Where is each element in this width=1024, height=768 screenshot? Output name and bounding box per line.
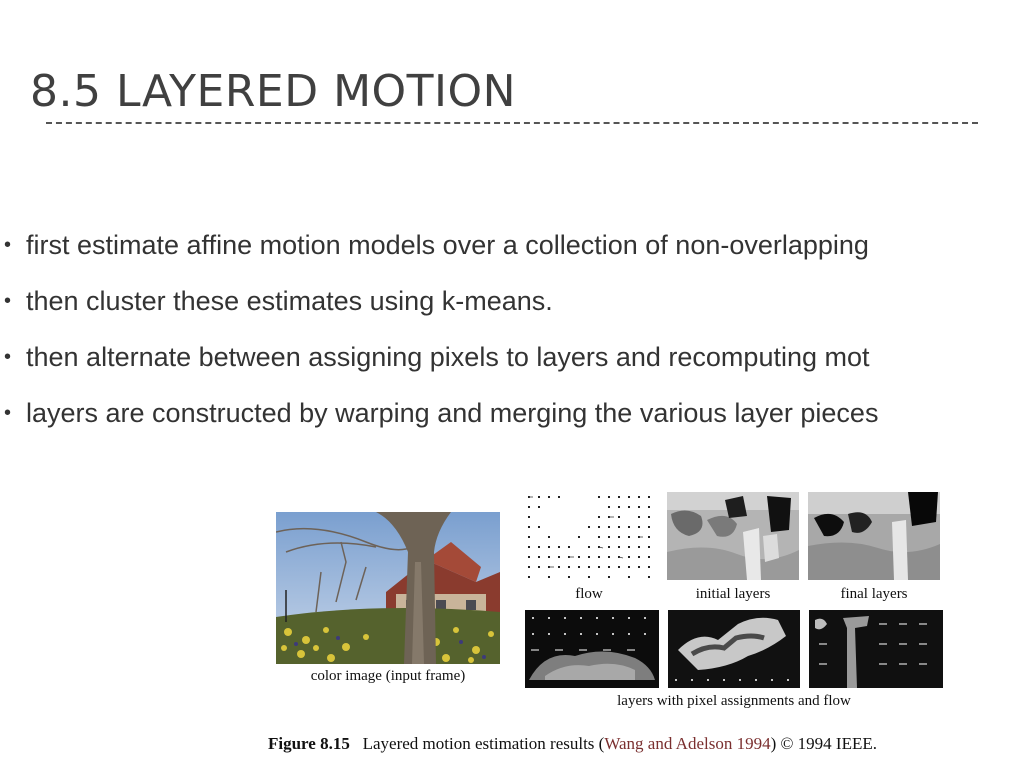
final-layers-image: [808, 492, 940, 580]
initial-layers-label: initial layers: [695, 586, 771, 602]
figure-caption-suffix: ) © 1994 IEEE.: [770, 734, 877, 753]
bullet-text: first estimate affine motion models over a collection of non-overlapping: [26, 230, 869, 260]
color-image-label: color image (input frame): [310, 668, 466, 684]
figure-number: Figure 8.15: [268, 734, 350, 753]
bullet-text: layers are constructed by warping and merging the various layer pieces: [26, 398, 879, 428]
flow-image: [524, 492, 654, 580]
initial-layers-image: [667, 492, 799, 580]
bullet-icon: •: [4, 290, 12, 312]
layer-3-assignment-image: [809, 610, 943, 688]
bullet-item: [4, 227, 1024, 263]
final-layers-label: final layers: [840, 586, 908, 602]
bullet-icon: •: [4, 402, 12, 424]
layer-1-assignment-image: [525, 610, 659, 688]
bullet-icon: •: [4, 234, 12, 256]
pixel-assignments-label: layers with pixel assignments and flow: [617, 693, 851, 709]
color-input-frame-image: [276, 512, 500, 664]
bullet-text: then cluster these estimates using k-means.: [26, 286, 553, 316]
bullet-text: then alternate between assigning pixels to layers and recomputing mot: [26, 342, 870, 372]
slide-title: 8.5 LAYERED MOTION: [30, 66, 517, 117]
citation-link[interactable]: Wang and Adelson 1994: [604, 734, 771, 753]
bullet-item: [4, 283, 1024, 319]
figure-caption-text: Layered motion estimation results (: [362, 734, 605, 753]
flow-label: flow: [575, 586, 603, 602]
bullet-item: [4, 395, 1024, 431]
figure-caption: [268, 734, 877, 754]
bullet-icon: •: [4, 346, 12, 368]
figure-8-15: [262, 486, 962, 768]
layer-2-assignment-image: [668, 610, 800, 688]
bullet-item: [4, 339, 1024, 375]
